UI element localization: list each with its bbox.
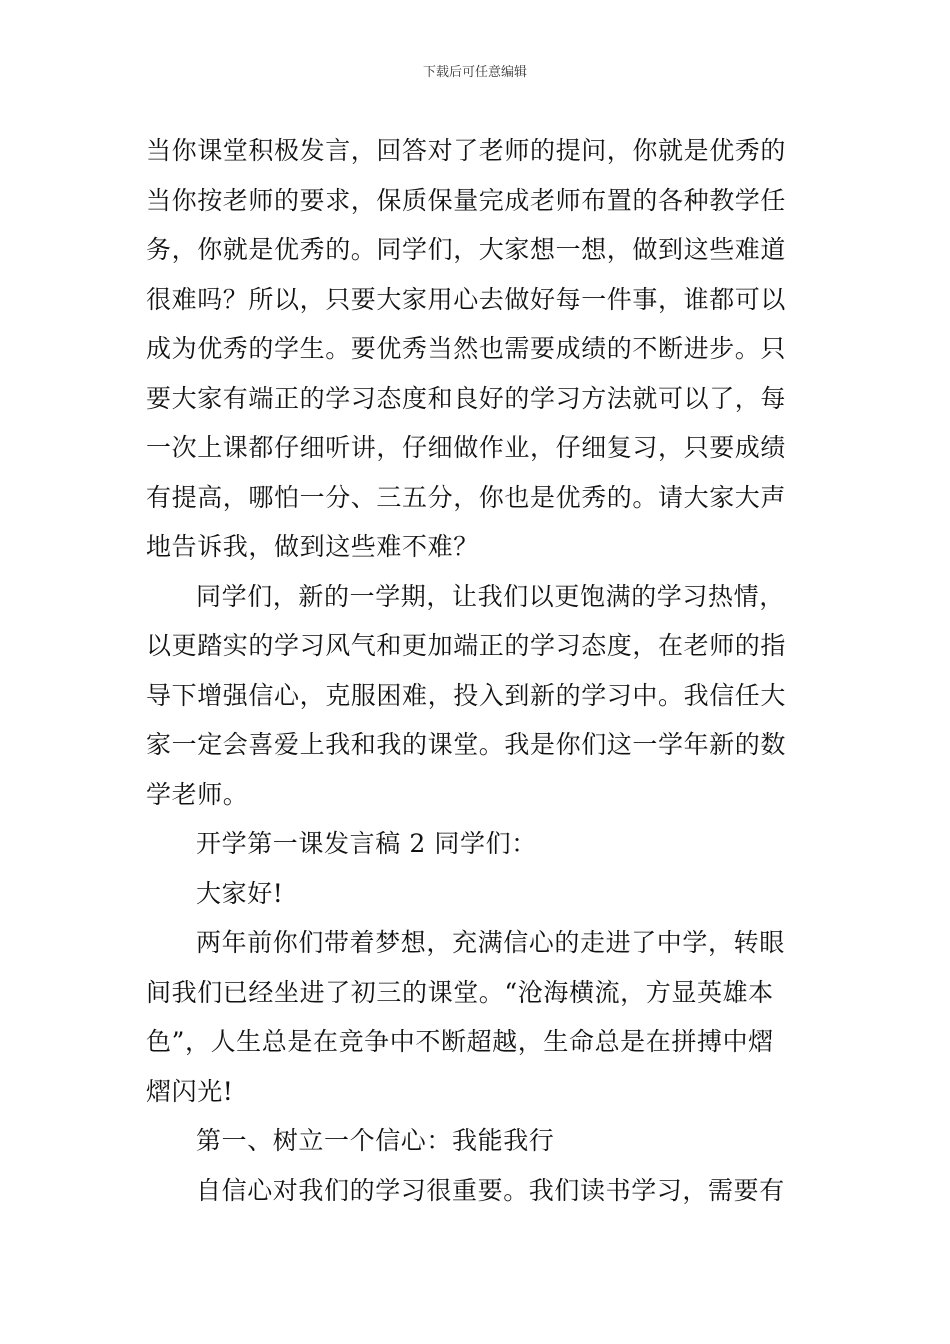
text-line: 很难吗？所以，只要大家用心去做好每一件事，谁都可以: [146, 284, 787, 314]
text-line: 成为优秀的学生。要优秀当然也需要成绩的不断进步。只: [146, 334, 787, 363]
text-line: 当你课堂积极发言，回答对了老师的提问，你就是优秀的: [146, 136, 787, 165]
text-line: 导下增强信心，克服困难，投入到新的学习中。我信任大: [146, 680, 787, 710]
document-body: [146, 126, 810, 1215]
text-line: 一次上课都仔细听讲，仔细做作业，仔细复习，只要成绩: [146, 433, 787, 462]
text-line: 自信心对我们的学习很重要。我们读书学习，需要有: [196, 1175, 785, 1205]
text-line: 两年前你们带着梦想，充满信心的走进了中学，转眼: [196, 928, 785, 957]
text-line: 间我们已经坐进了初三的课堂。“沧海横流，方显英雄本: [146, 977, 774, 1007]
text-line: 同学们，新的一学期，让我们以更饱满的学习热情，: [196, 581, 785, 611]
text-line: 色”，人生总是在竞争中不断超越，生命总是在拼搏中熠: [146, 1027, 774, 1056]
text-line: 当你按老师的要求，保质保量完成老师布置的各种教学任: [146, 185, 787, 215]
text-line: 有提高，哪怕一分、三五分，你也是优秀的。请大家大声: [146, 482, 787, 512]
text-line: 以更踏实的学习风气和更加端正的学习态度，在老师的指: [146, 631, 787, 660]
text-line: 学老师。: [146, 779, 249, 809]
text-line: 地告诉我，做到这些难不难？: [146, 532, 479, 561]
text-line: 熠闪光!: [146, 1076, 234, 1106]
text-line: 务，你就是优秀的。同学们，大家想一想，做到这些难道: [146, 235, 787, 264]
text-line: 家一定会喜爱上我和我的课堂。我是你们这一学年新的数: [146, 730, 787, 759]
page-header: 下载后可任意编辑: [422, 65, 527, 80]
text-line: 大家好!: [196, 878, 284, 908]
text-line: 要大家有端正的学习态度和良好的学习方法就可以了，每: [146, 383, 787, 413]
text-line: 开学第一课发言稿 2 同学们：: [196, 829, 537, 858]
text-line: 第一、树立一个信心：我能我行: [196, 1126, 555, 1155]
